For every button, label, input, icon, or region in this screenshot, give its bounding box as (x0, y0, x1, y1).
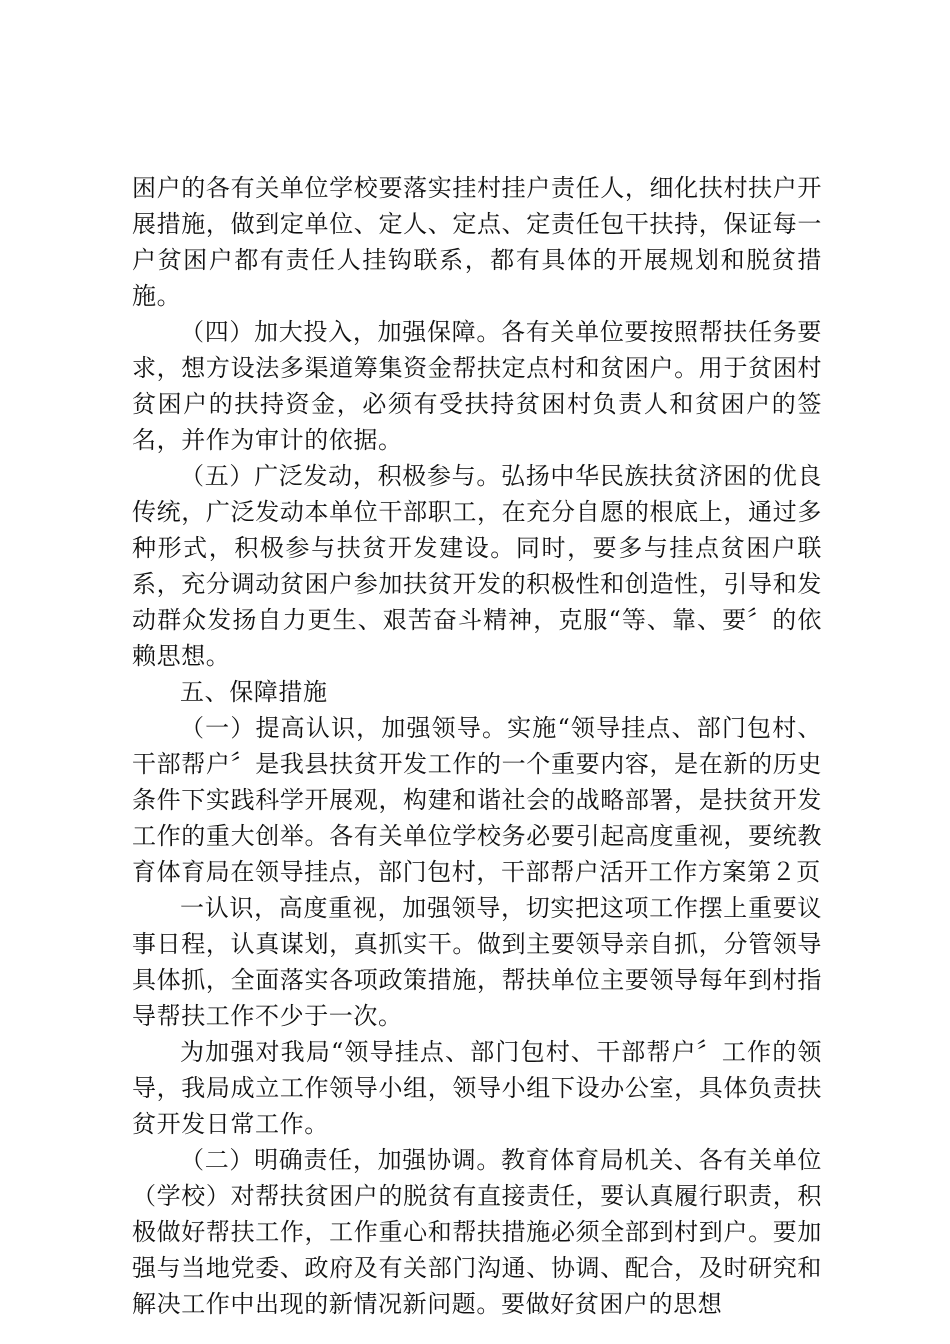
paragraph-section-five: （五）广泛发动，积极参与。弘扬中华民族扶贫济困的优良传统，广泛发动本单位干部职工，在充分自愿的根底上，通过多种形式，积极参与扶贫开发建设。同时，要多与挂点贫困户联系，充分调动贫困户参加扶贫开发的积极性和创造性，引导和发动群众发扬自力更生、艰苦奋斗精神，克服“等、靠、要〞的依赖思想。 (132, 462, 822, 670)
heading-safeguard-measures: 五、保障措施 (180, 678, 328, 706)
paragraph-safeguard-two: （二）明确责任，加强协调。教育体育局机关、各有关单位（学校）对帮扶贫困户的脱贫有直接责任，要认真履行职责，积极做好帮扶工作，工作重心和帮扶措施必须全部到村到户。要加强与当地党委、政府及有关部门沟通、协调、配合，及时研究和解决工作中出现的新情况新问题。要做好贫困户的思想 (132, 1146, 822, 1318)
document-body (132, 170, 822, 1322)
paragraph-continuation: 困户的各有关单位学校要落实挂村挂户责任人，细化扶村扶户开展措施，做到定单位、定人、定点、定责任包干扶持，保证每一户贫困户都有责任人挂钩联系，都有具体的开展规划和脱贫措施。 (132, 174, 822, 310)
paragraph-section-four: （四）加大投入，加强保障。各有关单位要按照帮扶任务要求，想方设法多渠道筹集资金帮扶定点村和贫困户。用于贫困村贫困户的扶持资金，必须有受扶持贫困村负责人和贫困户的签名，并作为审计的依据。 (132, 318, 822, 454)
paragraph-safeguard-one-continued: 一认识，高度重视，加强领导，切实把这项工作摆上重要议事日程，认真谋划，真抓实干。做到主要领导亲自抓，分管领导具体抓，全面落实各项政策措施，帮扶单位主要领导每年到村指导帮扶工作不少于一次。 (132, 894, 822, 1030)
paragraph-safeguard-one: （一）提高认识，加强领导。实施“领导挂点、部门包村、干部帮户〞是我县扶贫开发工作的一个重要内容，是在新的历史条件下实践科学开展观，构建和谐社会的战略部署，是扶贫开发工作的重大创举。各有关单位学校务必要引起高度重视，要统教育体育局在领导挂点，部门包村，干部帮户活开工作方案第２页 (132, 714, 822, 886)
paragraph-leading-group: 为加强对我局“领导挂点、部门包村、干部帮户〞工作的领导，我局成立工作领导小组，领导小组下设办公室，具体负责扶贫开发日常工作。 (132, 1038, 822, 1138)
